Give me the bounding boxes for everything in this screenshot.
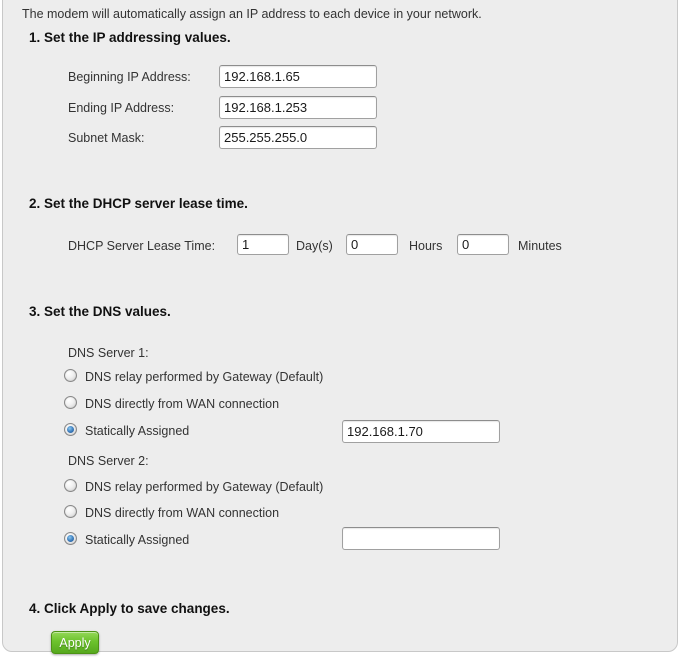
dns2-wan-label: DNS directly from WAN connection: [85, 506, 280, 520]
beginning-ip-label: Beginning IP Address:: [68, 70, 191, 84]
apply-button[interactable]: Apply: [51, 631, 99, 654]
lease-minutes-input[interactable]: [457, 234, 509, 255]
subnet-mask-label: Subnet Mask:: [68, 131, 145, 145]
section-4-heading: 4. Click Apply to save changes.: [29, 601, 230, 616]
dns2-relay-label: DNS relay performed by Gateway (Default): [85, 480, 324, 494]
dns1-relay-label: DNS relay performed by Gateway (Default): [85, 370, 324, 384]
lease-hours-input[interactable]: [346, 234, 398, 255]
section-3-heading: 3. Set the DNS values.: [29, 304, 171, 319]
dns1-static-radio[interactable]: [64, 423, 77, 436]
intro-text: The modem will automatically assign an IP address to each device in your network.: [22, 7, 482, 21]
dns1-relay-radio[interactable]: [64, 369, 77, 382]
subnet-mask-input[interactable]: [219, 126, 377, 149]
dns2-static-radio[interactable]: [64, 532, 77, 545]
lease-days-input[interactable]: [237, 234, 289, 255]
dns2-static-input[interactable]: [342, 527, 500, 550]
dns1-wan-label: DNS directly from WAN connection: [85, 397, 280, 411]
dns-server-2-label: DNS Server 2:: [68, 454, 149, 468]
ending-ip-input[interactable]: [219, 96, 377, 119]
hours-unit-label: Hours: [409, 239, 443, 253]
days-unit-label: Day(s): [296, 239, 333, 253]
dns2-wan-radio[interactable]: [64, 505, 77, 518]
dns2-static-label: Statically Assigned: [85, 533, 190, 547]
ending-ip-label: Ending IP Address:: [68, 101, 175, 115]
dns1-static-input[interactable]: [342, 420, 500, 443]
beginning-ip-input[interactable]: [219, 65, 377, 88]
minutes-unit-label: Minutes: [518, 239, 562, 253]
lease-time-label: DHCP Server Lease Time:: [68, 239, 216, 253]
dns1-static-label: Statically Assigned: [85, 424, 190, 438]
section-1-heading: 1. Set the IP addressing values.: [29, 30, 231, 45]
dns1-wan-radio[interactable]: [64, 396, 77, 409]
dns-server-1-label: DNS Server 1:: [68, 346, 149, 360]
dns2-relay-radio[interactable]: [64, 479, 77, 492]
section-2-heading: 2. Set the DHCP server lease time.: [29, 196, 248, 211]
